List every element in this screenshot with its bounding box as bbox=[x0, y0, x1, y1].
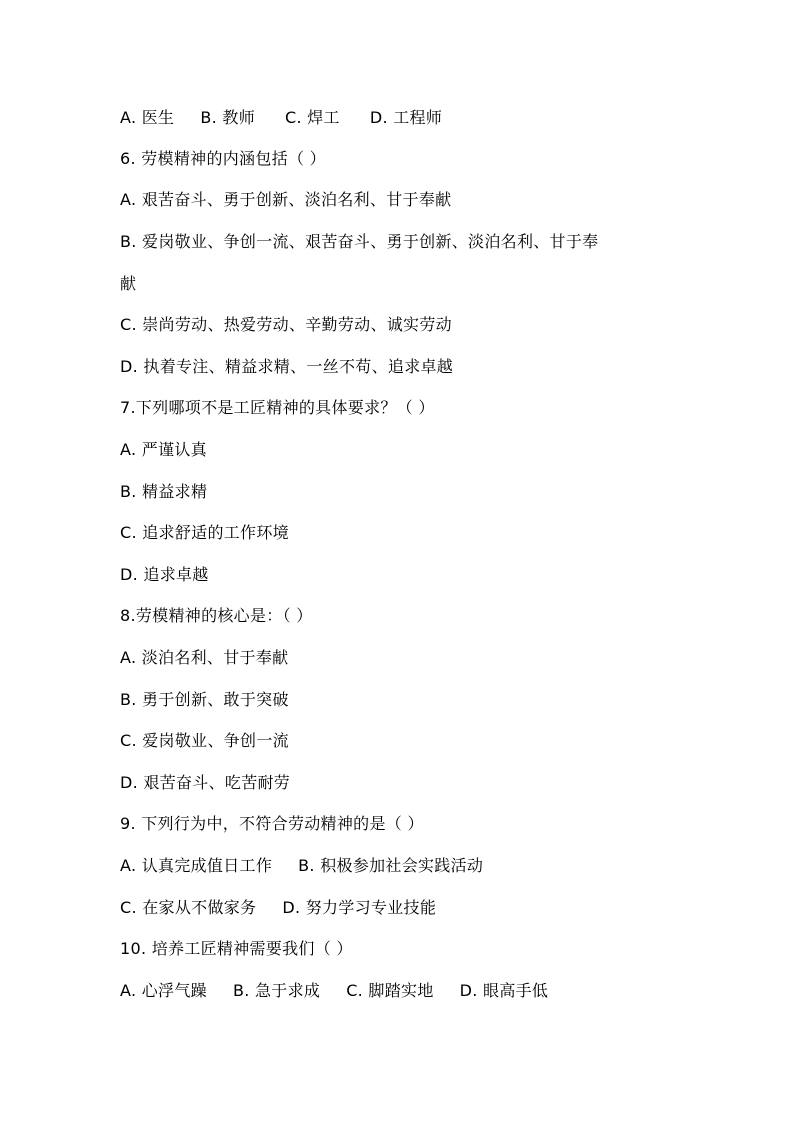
question-6-option-a: A. 艰苦奋斗、勇于创新、淡泊名利、甘于奉献 bbox=[120, 190, 452, 209]
question-6-option-c: C. 崇尚劳动、热爱劳动、辛勤劳动、诚实劳动 bbox=[120, 315, 452, 334]
question-6-option-b: B. 爱岗敬业、争创一流、艰苦奋斗、勇于创新、淡泊名利、甘于奉 bbox=[120, 232, 599, 251]
question-6-option-d: D. 执着专注、精益求精、一丝不苟、追求卓越 bbox=[120, 357, 454, 376]
question-7-option-b: B. 精益求精 bbox=[120, 482, 208, 501]
question-6-stem: 6. 劳模精神的内涵包括（ ） bbox=[120, 149, 326, 168]
question-10-stem: 10. 培养工匠精神需要我们（ ） bbox=[120, 939, 353, 958]
option-a: A. 医生 bbox=[120, 108, 175, 127]
question-8-option-b: B. 勇于创新、敢于突破 bbox=[120, 690, 289, 709]
question-6-option-b-continued: 献 bbox=[120, 274, 137, 293]
option-a: A. 心浮气躁 bbox=[120, 981, 207, 1000]
question-8-option-c: C. 爱岗敬业、争创一流 bbox=[120, 731, 289, 750]
question-5-options bbox=[120, 107, 442, 129]
option-d: D. 努力学习专业技能 bbox=[282, 898, 437, 917]
option-b: B. 急于求成 bbox=[232, 981, 321, 1000]
option-c: C. 在家从不做家务 bbox=[120, 898, 257, 917]
question-10-options bbox=[120, 980, 548, 1002]
question-7-option-a: A. 严谨认真 bbox=[120, 440, 207, 459]
question-8-option-a: A. 淡泊名利、甘于奉献 bbox=[120, 648, 289, 667]
question-9-options-row-2 bbox=[120, 897, 436, 919]
option-a: A. 认真完成值日工作 bbox=[120, 856, 273, 875]
option-b: B. 积极参加社会实践活动 bbox=[298, 856, 484, 875]
option-b: B. 教师 bbox=[200, 108, 255, 127]
question-8-stem: 8.劳模精神的核心是：（ ） bbox=[120, 606, 313, 625]
question-8-option-d: D. 艰苦奋斗、吃苦耐劳 bbox=[120, 773, 291, 792]
question-9-stem: 9. 下列行为中，不符合劳动精神的是（ ） bbox=[120, 814, 424, 833]
option-d: D. 工程师 bbox=[369, 108, 443, 127]
question-7-stem: 7.下列哪项不是工匠精神的具体要求？（ ） bbox=[120, 398, 435, 417]
option-d: D. 眼高手低 bbox=[459, 981, 549, 1000]
question-7-option-c: C. 追求舒适的工作环境 bbox=[120, 523, 289, 542]
question-7-option-d: D. 追求卓越 bbox=[120, 565, 209, 584]
question-9-options-row-1 bbox=[120, 855, 483, 877]
option-c: C. 脚踏实地 bbox=[346, 981, 434, 1000]
option-c: C. 焊工 bbox=[285, 108, 340, 127]
